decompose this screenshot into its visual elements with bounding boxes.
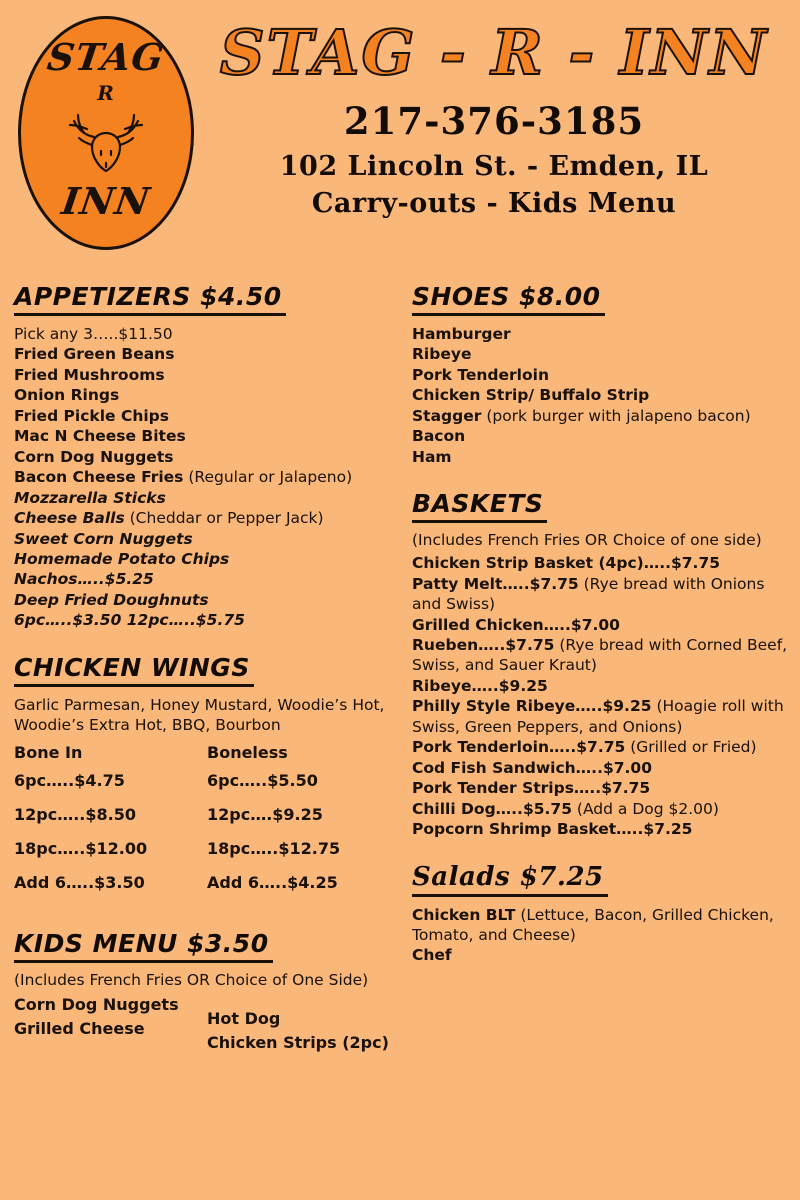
item-label: Homemade Potato Chips (14, 549, 230, 568)
appetizer-item (14, 365, 400, 385)
item-label: Fried Pickle Chips (14, 406, 169, 425)
section-title-baskets: BASKETS (412, 489, 547, 523)
left-column (14, 282, 400, 1055)
wings-boneless-row: Add 6…..$4.25 (207, 873, 338, 893)
appetizer-item (14, 447, 400, 467)
salads-list (412, 905, 792, 966)
item-label: Patty Melt…..$7.75 (412, 574, 579, 593)
kids-column-two (207, 993, 400, 1055)
item-label: Hamburger (412, 325, 511, 343)
wings-bone-in-header: Bone In (14, 743, 83, 763)
wings-boneless-column (207, 743, 400, 907)
item-label: Corn Dog Nuggets (14, 447, 174, 466)
wings-bone-in-column (14, 743, 207, 907)
item-label: Cheese Balls (14, 509, 125, 528)
basket-item (412, 778, 792, 798)
kids-column-one (14, 993, 207, 1055)
section-title-kids-menu: KIDS MENU $3.50 (14, 929, 273, 963)
item-label: Ribeye (412, 345, 472, 364)
appetizer-item (14, 549, 400, 569)
menu-header (0, 0, 800, 272)
item-label: Cod Fish Sandwich…..$7.00 (412, 758, 652, 777)
wings-bone-in-row: 18pc…..$12.00 (14, 839, 148, 859)
item-note: (Rye bread with Onions and Swiss) (412, 574, 765, 614)
shoe-item (412, 324, 792, 344)
appetizer-item (14, 344, 400, 364)
section-title-shoes: SHOES $8.00 (412, 282, 605, 316)
kids-menu-grid (14, 993, 400, 1055)
wings-bone-in-row: 6pc…..$4.75 (14, 771, 125, 791)
item-label: Chicken Strip Basket (4pc)…..$7.75 (412, 554, 721, 573)
item-label: Pick any 3…..$11.50 (14, 325, 173, 343)
item-label: Mozzarella Sticks (14, 488, 166, 507)
kids-menu-note: (Includes French Fries OR Choice of One Side) (14, 971, 369, 990)
shoe-item (412, 344, 792, 364)
logo-oval (18, 16, 194, 250)
basket-item (412, 553, 792, 573)
wings-boneless-row: 6pc…..$5.50 (207, 771, 318, 791)
item-label: Onion Rings (14, 386, 120, 405)
section-title-appetizers: APPETIZERS $4.50 (14, 282, 286, 316)
salad-item (412, 945, 792, 965)
item-label: Chicken BLT (412, 905, 516, 924)
basket-item (412, 737, 792, 757)
appetizer-item (14, 529, 400, 549)
item-label: Rueben…..$7.75 (412, 635, 555, 654)
item-label: Deep Fried Doughnuts (14, 590, 209, 609)
appetizer-item (14, 324, 400, 344)
baskets-note: (Includes French Fries OR Choice of one side) (412, 531, 762, 550)
item-note: (Lettuce, Bacon, Grilled Chicken, Tomato, and Cheese) (412, 905, 774, 944)
item-note: (Rye bread with Corned Beef, Swiss, and Sauer Kraut) (412, 635, 788, 675)
basket-item (412, 574, 792, 615)
carryouts-line: Carry-outs - Kids Menu (311, 188, 677, 220)
item-note: (pork burger with jalapeno bacon) (481, 406, 751, 425)
basket-item (412, 758, 792, 778)
shoe-item (412, 447, 792, 467)
item-label: Bacon (412, 427, 466, 446)
item-label: Fried Green Beans (14, 345, 175, 364)
salad-item (412, 905, 792, 946)
header-title-block (196, 16, 792, 220)
basket-item (412, 799, 792, 819)
item-label: Grilled Chicken…..$7.00 (412, 615, 620, 634)
item-label: Sweet Corn Nuggets (14, 529, 193, 548)
item-note: (Hoagie roll with Swiss, Green Peppers, and Onions) (412, 697, 784, 736)
shoes-list (412, 324, 792, 467)
item-label: Chilli Dog…..$5.75 (412, 799, 572, 818)
basket-item (412, 676, 792, 696)
appetizer-item (14, 406, 400, 426)
appetizer-item (14, 508, 400, 528)
wings-price-grid (14, 743, 400, 907)
appetizer-item (14, 467, 400, 487)
item-label: Pork Tender Strips…..$7.75 (412, 779, 651, 798)
item-note: (Grilled or Fried) (625, 738, 757, 757)
item-label: Philly Style Ribeye…..$9.25 (412, 697, 652, 716)
shoe-item (412, 365, 792, 385)
wings-bone-in-row: 12pc…..$8.50 (14, 805, 136, 825)
basket-item (412, 635, 792, 676)
section-title-chicken-wings: CHICKEN WINGS (14, 653, 254, 687)
item-note: (Add a Dog $2.00) (571, 799, 719, 818)
item-label: Ham (412, 447, 452, 466)
baskets-list (412, 553, 792, 839)
shoe-item (412, 385, 792, 405)
page-title: STAG - R - INN (219, 16, 769, 89)
address-line: 102 Lincoln St. - Emden, IL (279, 151, 709, 183)
item-label: Stagger (412, 406, 482, 425)
appetizer-item (14, 385, 400, 405)
item-label: Mac N Cheese Bites (14, 427, 186, 446)
kids-item: Chicken Strips (2pc) (207, 1033, 389, 1053)
basket-item (412, 615, 792, 635)
item-note: (Regular or Jalapeno) (183, 468, 353, 487)
item-label: Pork Tenderloin (412, 365, 549, 384)
item-label: Chicken Strip/ Buffalo Strip (412, 386, 650, 405)
wings-bone-in-row: Add 6…..$3.50 (14, 873, 145, 893)
appetizer-item (14, 610, 400, 630)
phone-number: 217-376-3185 (343, 99, 645, 144)
basket-item (412, 819, 792, 839)
restaurant-logo (18, 16, 188, 244)
logo-text-stag: STAG (44, 35, 168, 79)
item-label: Ribeye…..$9.25 (412, 676, 548, 695)
appetizers-list (14, 324, 400, 631)
appetizer-item (14, 426, 400, 446)
item-label: Fried Mushrooms (14, 365, 165, 384)
appetizer-item (14, 488, 400, 508)
kids-item: Hot Dog (207, 1009, 281, 1029)
kids-item: Grilled Cheese (14, 1019, 145, 1039)
shoe-item (412, 406, 792, 426)
item-label: Pork Tenderloin…..$7.75 (412, 738, 626, 757)
menu-columns (0, 282, 800, 1200)
logo-text-inn: INN (58, 179, 154, 223)
basket-item (412, 696, 792, 737)
item-label: Bacon Cheese Fries (14, 468, 184, 487)
wings-boneless-row: 12pc….$9.25 (207, 805, 323, 825)
logo-text-r: R (97, 81, 115, 105)
wings-boneless-row: 18pc…..$12.75 (207, 839, 341, 859)
item-label: Chef (412, 946, 452, 965)
item-label: 6pc…..$3.50 12pc…..$5.75 (14, 611, 245, 630)
section-title-salads: Salads $7.25 (412, 862, 608, 897)
appetizer-item (14, 590, 400, 610)
item-label: Popcorn Shrimp Basket…..$7.25 (412, 820, 693, 839)
deer-head-icon (54, 107, 158, 181)
kids-item: Corn Dog Nuggets (14, 995, 179, 1015)
shoe-item (412, 426, 792, 446)
right-column (412, 282, 792, 966)
appetizer-item (14, 569, 400, 589)
wings-boneless-header: Boneless (207, 743, 288, 763)
item-note: (Cheddar or Pepper Jack) (124, 509, 324, 528)
wings-flavors-text: Garlic Parmesan, Honey Mustard, Woodie’s Hot, Woodie’s Extra Hot, BBQ, Bourbon (14, 695, 385, 734)
item-label: Nachos…..$5.25 (14, 570, 154, 589)
